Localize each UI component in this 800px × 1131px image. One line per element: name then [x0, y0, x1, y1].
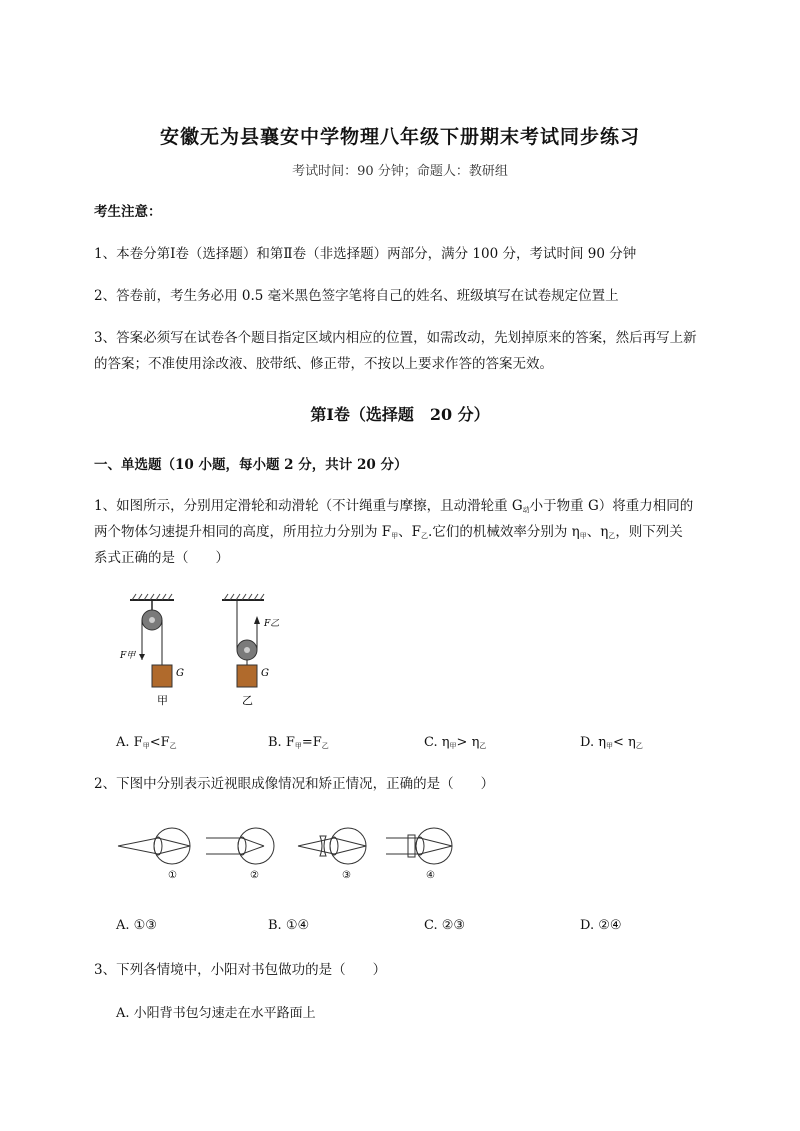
q1-option-c[interactable]: C. $\eta_甲> \eta_乙$: [424, 735, 487, 750]
notice-2: 2、答卷前，考生务必用 0.5 毫米黑色签字笔将自己的姓名、班级填写在试卷规定位置上: [94, 288, 619, 304]
q2-option-b[interactable]: B. ①④: [268, 918, 310, 933]
eye-diagram-4: [386, 828, 452, 864]
q1-option-a[interactable]: A. $F_甲<F_乙$: [116, 735, 177, 750]
right-weight-label: G: [261, 668, 269, 679]
eye-diagram-1: [118, 828, 190, 864]
exam-info: 考试时间：90 分钟；命题人：教研组: [292, 164, 508, 179]
notice-3-cont: 的答案；不准使用涂改液、胶带纸、修正带，不按以上要求作答的答案无效。: [94, 356, 553, 372]
eye-label-4: ④: [426, 870, 435, 881]
eye-label-2: ②: [250, 870, 259, 881]
left-weight-label: G: [176, 668, 184, 679]
q2-option-c[interactable]: C. ②③: [424, 918, 466, 933]
fixed-pulley-diagram: [130, 594, 174, 687]
section-title: 第Ⅰ卷（选择题 20 分）: [310, 405, 490, 424]
notice-3: 3、答案必须写在试卷各个题目指定区域内相应的位置，如需改动，先划掉原来的答案，然后再写上新: [94, 330, 697, 346]
page-title: 安徽无为县襄安中学物理八年级下册期末考试同步练习: [159, 126, 640, 148]
eye-label-3: ③: [342, 870, 351, 881]
notice-1: 1、本卷分第Ⅰ卷（选择题）和第Ⅱ卷（非选择题）两部分，满分 100 分，考试时间 90 分钟: [94, 246, 637, 262]
left-force-label: F甲: [120, 651, 136, 661]
eye-label-1: ①: [168, 870, 177, 881]
eye-diagrams: [116, 826, 466, 886]
movable-pulley-diagram: [222, 594, 264, 687]
part-heading: 一、单选题（10 小题，每小题 2 分，共计 20 分）: [94, 457, 408, 473]
q3-stem: 3、下列各情境中，小阳对书包做功的是（ ）: [94, 962, 387, 978]
q3-option-a[interactable]: A. 小阳背书包匀速走在水平路面上: [116, 1006, 316, 1021]
right-force-label: F乙: [264, 619, 280, 629]
eye-diagram-2: [206, 828, 274, 864]
q1-line2: 两个物体匀速提升相同的高度，所用拉力分别为 $F_甲$、$F_乙$.它们的机械效率分别为 $\eta_甲$、$\eta_乙$，则下列关: [94, 524, 683, 540]
notice-heading: 考生注意：: [94, 204, 162, 220]
q1-option-d[interactable]: D. $\eta_甲< \eta_乙$: [580, 735, 643, 750]
eye-diagram-3: [298, 828, 366, 864]
q1-line3: 系式正确的是（ ）: [94, 550, 229, 566]
q2-option-a[interactable]: A. ①③: [116, 918, 157, 933]
q1-option-b[interactable]: B. $F_甲=F_乙$: [268, 735, 329, 750]
q1-line1: 1、如图所示，分别用定滑轮和动滑轮（不计绳重与摩擦，且动滑轮重 $G_动$小于物重 G）将重力相同的: [94, 498, 694, 514]
pulley-figure: [110, 592, 290, 712]
left-caption: 甲: [157, 694, 168, 707]
q2-option-d[interactable]: D. ②④: [580, 918, 622, 933]
q2-stem: 2、下图中分别表示近视眼成像情况和矫正情况，正确的是（ ）: [94, 776, 495, 792]
right-caption: 乙: [242, 694, 253, 707]
